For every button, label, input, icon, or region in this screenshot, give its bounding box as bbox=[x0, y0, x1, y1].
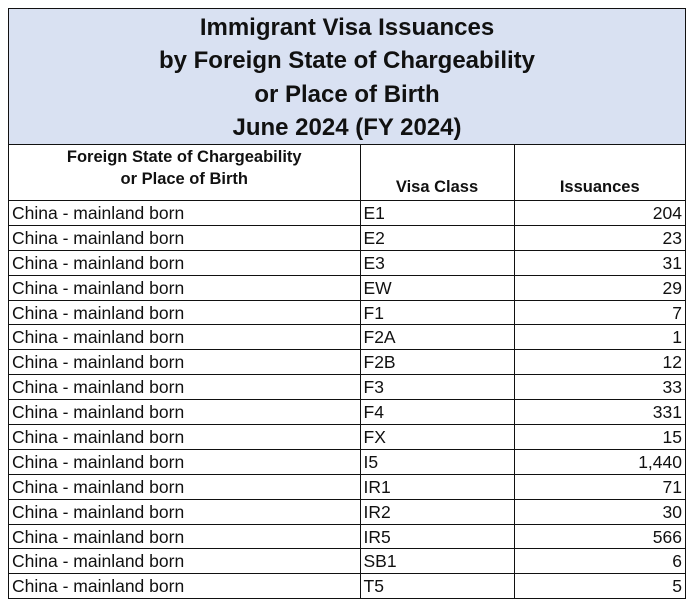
table-body bbox=[9, 201, 685, 599]
cell-place: China - mainland born bbox=[9, 375, 360, 400]
cell-visa-class: F1 bbox=[360, 300, 514, 325]
issuances-table bbox=[9, 145, 685, 599]
table-row bbox=[9, 250, 685, 275]
table-row bbox=[9, 474, 685, 499]
header-foreign-state-line1: Foreign State of Chargeability bbox=[66, 148, 302, 166]
report-sheet bbox=[8, 8, 686, 599]
cell-visa-class: F4 bbox=[360, 400, 514, 425]
table-row bbox=[9, 425, 685, 450]
table-row bbox=[9, 449, 685, 474]
cell-issuances: 5 bbox=[514, 574, 685, 599]
table-row bbox=[9, 574, 685, 599]
cell-issuances: 15 bbox=[514, 425, 685, 450]
cell-issuances: 30 bbox=[514, 499, 685, 524]
cell-place: China - mainland born bbox=[9, 474, 360, 499]
cell-place: China - mainland born bbox=[9, 300, 360, 325]
cell-visa-class: EW bbox=[360, 275, 514, 300]
cell-place: China - mainland born bbox=[9, 524, 360, 549]
cell-issuances: 331 bbox=[514, 400, 685, 425]
cell-issuances: 23 bbox=[514, 225, 685, 250]
cell-visa-class: E2 bbox=[360, 225, 514, 250]
cell-issuances: 31 bbox=[514, 250, 685, 275]
cell-visa-class: F2A bbox=[360, 325, 514, 350]
cell-place: China - mainland born bbox=[9, 499, 360, 524]
title-line-4: June 2024 (FY 2024) bbox=[232, 114, 462, 141]
cell-visa-class: SB1 bbox=[360, 549, 514, 574]
header-foreign-state bbox=[9, 145, 360, 201]
cell-visa-class: F3 bbox=[360, 375, 514, 400]
table-row bbox=[9, 201, 685, 226]
cell-issuances: 204 bbox=[514, 201, 685, 226]
table-row bbox=[9, 300, 685, 325]
cell-place: China - mainland born bbox=[9, 325, 360, 350]
cell-place: China - mainland born bbox=[9, 449, 360, 474]
cell-place: China - mainland born bbox=[9, 574, 360, 599]
title-line-2: by Foreign State of Chargeability bbox=[158, 47, 536, 74]
cell-visa-class: I5 bbox=[360, 449, 514, 474]
cell-visa-class: E1 bbox=[360, 201, 514, 226]
cell-visa-class: E3 bbox=[360, 250, 514, 275]
cell-visa-class: IR2 bbox=[360, 499, 514, 524]
cell-place: China - mainland born bbox=[9, 549, 360, 574]
cell-issuances: 6 bbox=[514, 549, 685, 574]
cell-place: China - mainland born bbox=[9, 425, 360, 450]
cell-place: China - mainland born bbox=[9, 350, 360, 375]
header-foreign-state-line2: or Place of Birth bbox=[120, 170, 248, 188]
cell-issuances: 7 bbox=[514, 300, 685, 325]
cell-visa-class: IR5 bbox=[360, 524, 514, 549]
cell-place: China - mainland born bbox=[9, 400, 360, 425]
table-row bbox=[9, 549, 685, 574]
table-row bbox=[9, 325, 685, 350]
table-row bbox=[9, 275, 685, 300]
title-line-3: or Place of Birth bbox=[254, 80, 440, 108]
header-visa-class: Visa Class bbox=[360, 145, 514, 201]
cell-place: China - mainland born bbox=[9, 250, 360, 275]
cell-visa-class: F2B bbox=[360, 350, 514, 375]
cell-issuances: 12 bbox=[514, 350, 685, 375]
cell-issuances: 71 bbox=[514, 474, 685, 499]
cell-place: China - mainland born bbox=[9, 225, 360, 250]
table-row bbox=[9, 400, 685, 425]
cell-visa-class: IR1 bbox=[360, 474, 514, 499]
cell-visa-class: T5 bbox=[360, 574, 514, 599]
header-issuances: Issuances bbox=[514, 145, 685, 201]
cell-issuances: 1 bbox=[514, 325, 685, 350]
cell-issuances: 33 bbox=[514, 375, 685, 400]
title-block bbox=[9, 9, 685, 145]
table-row bbox=[9, 225, 685, 250]
table-row bbox=[9, 375, 685, 400]
cell-issuances: 1,440 bbox=[514, 449, 685, 474]
table-row bbox=[9, 499, 685, 524]
cell-issuances: 566 bbox=[514, 524, 685, 549]
cell-place: China - mainland born bbox=[9, 275, 360, 300]
cell-visa-class: FX bbox=[360, 425, 514, 450]
title-line-1: Immigrant Visa Issuances bbox=[199, 13, 495, 41]
table-row bbox=[9, 350, 685, 375]
cell-issuances: 29 bbox=[514, 275, 685, 300]
table-header-row bbox=[9, 145, 685, 201]
cell-place: China - mainland born bbox=[9, 201, 360, 226]
table-row bbox=[9, 524, 685, 549]
